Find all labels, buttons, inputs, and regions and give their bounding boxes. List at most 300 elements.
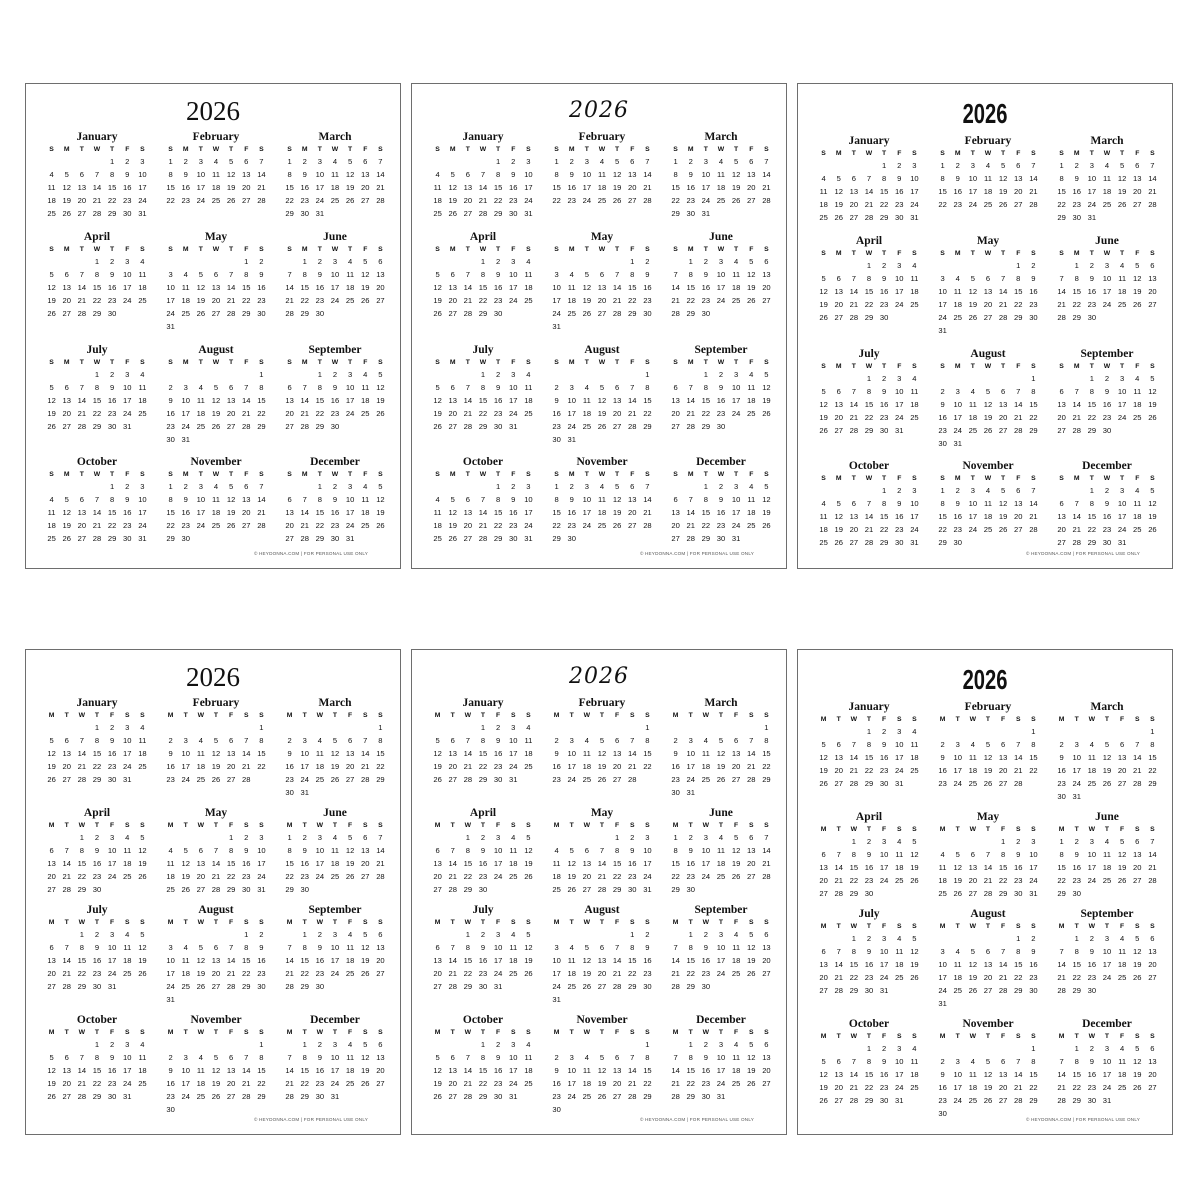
day-cell: 18 xyxy=(895,960,904,969)
day-cell: 24 xyxy=(315,872,325,881)
day-cell: 18 xyxy=(582,409,592,418)
weekday-header: S xyxy=(1031,475,1036,482)
month-name: April xyxy=(83,807,111,819)
day-cell: 18 xyxy=(701,762,711,771)
weekday-header: W xyxy=(316,712,324,719)
weekday-header: W xyxy=(78,712,86,719)
day-cell: 25 xyxy=(747,521,756,530)
weekday-header: W xyxy=(1103,150,1111,157)
day-cell: 12 xyxy=(716,749,726,758)
day-cell: 30 xyxy=(478,982,488,991)
day-cell: 22 xyxy=(686,296,695,305)
day-cell: 29 xyxy=(92,775,102,784)
weekday-header: T xyxy=(348,246,353,253)
weekday-header: F xyxy=(244,246,249,253)
day-cell: 7 xyxy=(229,270,234,279)
day-cell: 5 xyxy=(229,482,234,491)
day-cell: 23 xyxy=(493,409,503,418)
day-cell: 13 xyxy=(612,396,622,405)
day-cell: 28 xyxy=(849,779,859,788)
day-cell: 16 xyxy=(552,1079,561,1088)
weekday-header: S xyxy=(49,359,54,366)
day-cell: 11 xyxy=(1087,753,1096,762)
empty-cell xyxy=(44,1038,59,1051)
empty-cell xyxy=(163,1038,178,1051)
day-cell: 23 xyxy=(478,969,488,978)
day-cell: 29 xyxy=(849,889,859,898)
day-cell: 22 xyxy=(315,409,325,418)
day-cell: 12 xyxy=(138,943,147,952)
day-cell: 18 xyxy=(747,396,756,405)
day-cell: 26 xyxy=(226,196,236,205)
day-cell: 23 xyxy=(552,422,561,431)
day-cell: 14 xyxy=(998,287,1008,296)
day-cell: 17 xyxy=(181,762,190,771)
month-block xyxy=(430,1014,536,1103)
day-cell: 2 xyxy=(1089,261,1094,270)
day-cell: 13 xyxy=(597,283,607,292)
empty-cell xyxy=(950,372,965,385)
day-cell: 26 xyxy=(448,209,457,218)
day-cell: 26 xyxy=(716,775,726,784)
weekday-header: S xyxy=(821,250,826,257)
day-cell: 15 xyxy=(92,283,102,292)
day-cell: 25 xyxy=(1117,300,1127,309)
month-block xyxy=(549,344,655,446)
day-cell: 19 xyxy=(612,183,622,192)
day-cell: 8 xyxy=(168,170,173,179)
weekday-header: F xyxy=(1135,150,1140,157)
weekday-header: W xyxy=(969,826,977,833)
day-cell: 20 xyxy=(62,296,71,305)
day-cell: 4 xyxy=(332,157,338,166)
day-cell: 5 xyxy=(435,736,440,745)
day-cell: 11 xyxy=(1118,947,1127,956)
day-cell: 23 xyxy=(701,296,711,305)
day-cell: 24 xyxy=(107,872,117,881)
day-cell: 8 xyxy=(940,174,945,183)
weekday-header: T xyxy=(110,359,115,366)
day-cell: 26 xyxy=(998,200,1008,209)
day-cell: 5 xyxy=(49,383,54,392)
empty-cell xyxy=(980,725,995,738)
day-cell: 2 xyxy=(703,257,708,266)
day-cell: 23 xyxy=(166,775,175,784)
day-cell: 9 xyxy=(630,846,635,855)
weekday-header: S xyxy=(1150,475,1155,482)
weekday-header: T xyxy=(734,146,739,153)
day-cell: 2 xyxy=(940,387,945,396)
weekday-header: F xyxy=(1120,716,1125,723)
day-cell: 13 xyxy=(762,270,771,279)
weekday-header: F xyxy=(363,146,368,153)
day-cell: 18 xyxy=(1117,1070,1127,1079)
day-cell: 15 xyxy=(671,183,680,192)
month-name: January xyxy=(462,131,504,143)
day-cell: 12 xyxy=(612,170,622,179)
day-cell: 4 xyxy=(526,723,531,732)
day-cell: 24 xyxy=(181,775,190,784)
day-cell: 16 xyxy=(953,512,962,521)
day-cell: 25 xyxy=(361,521,370,530)
weekday-header: F xyxy=(897,475,902,482)
empty-cell xyxy=(668,480,683,493)
weekday-header: T xyxy=(1120,250,1125,257)
weekday-header: F xyxy=(125,246,130,253)
empty-cell xyxy=(846,484,861,497)
day-cell: 14 xyxy=(1133,753,1142,762)
day-cell: 6 xyxy=(630,482,635,491)
day-cell: 12 xyxy=(196,956,206,965)
weekday-header: S xyxy=(1031,923,1036,930)
day-cell: 22 xyxy=(864,413,874,422)
day-cell: 24 xyxy=(1087,200,1097,209)
empty-cell xyxy=(445,480,460,493)
weekday-header: W xyxy=(93,146,101,153)
weekday-header: M xyxy=(553,1029,560,1036)
day-cell: 12 xyxy=(433,749,442,758)
day-cell: 1 xyxy=(703,370,708,379)
weekday-header: F xyxy=(615,822,620,829)
empty-cell xyxy=(178,928,193,941)
day-cell: 20 xyxy=(671,409,680,418)
day-cell: 20 xyxy=(285,409,294,418)
empty-cell xyxy=(996,1042,1011,1055)
day-cell: 9 xyxy=(259,943,264,952)
day-cell: 9 xyxy=(1031,947,1036,956)
weekday-header: S xyxy=(49,246,54,253)
day-cell: 14 xyxy=(257,495,266,504)
empty-cell xyxy=(239,721,254,734)
day-cell: 11 xyxy=(524,383,533,392)
day-cell: 8 xyxy=(1074,947,1079,956)
day-cell: 19 xyxy=(47,1079,56,1088)
day-cell: 16 xyxy=(123,508,132,517)
day-cell: 24 xyxy=(895,413,904,422)
day-cell: 11 xyxy=(346,270,355,279)
day-cell: 9 xyxy=(554,396,559,405)
empty-cell xyxy=(193,368,208,381)
weekday-header: S xyxy=(526,246,531,253)
empty-cell xyxy=(816,372,831,385)
day-cell: 29 xyxy=(463,885,473,894)
weekday-header: T xyxy=(569,822,574,829)
weekday-header: F xyxy=(1001,923,1006,930)
day-cell: 3 xyxy=(317,833,322,842)
day-cell: 10 xyxy=(582,495,592,504)
weekday-header: W xyxy=(984,363,992,370)
day-cell: 14 xyxy=(747,749,756,758)
month-name: March xyxy=(318,697,352,709)
weekday-header: F xyxy=(1120,826,1125,833)
month-block xyxy=(44,231,150,320)
day-cell: 5 xyxy=(435,270,440,279)
weekday-header: F xyxy=(229,822,234,829)
empty-cell xyxy=(594,928,609,941)
weekday-header: M xyxy=(954,475,961,482)
day-cell: 13 xyxy=(77,508,87,517)
day-cell: 18 xyxy=(597,508,607,517)
day-cell: 27 xyxy=(376,969,385,978)
day-cell: 23 xyxy=(686,196,695,205)
day-cell: 18 xyxy=(1087,766,1097,775)
weekday-header: F xyxy=(615,712,620,719)
day-cell: 5 xyxy=(140,930,145,939)
day-cell: 23 xyxy=(330,521,340,530)
day-cell: 11 xyxy=(1103,850,1111,859)
day-cell: 9 xyxy=(110,1053,115,1062)
day-cell: 26 xyxy=(953,889,962,898)
month-grid xyxy=(282,145,388,220)
day-cell: 29 xyxy=(671,885,680,894)
month-block xyxy=(1054,348,1160,437)
day-cell: 19 xyxy=(345,183,355,192)
day-cell: 28 xyxy=(463,422,473,431)
day-cell: 1 xyxy=(673,833,678,842)
day-cell: 3 xyxy=(569,383,574,392)
day-cell: 2 xyxy=(511,482,516,491)
calendar-page xyxy=(25,83,401,569)
month-block xyxy=(163,1014,269,1116)
day-cell: 21 xyxy=(864,200,874,209)
day-cell: 13 xyxy=(747,846,756,855)
day-cell: 30 xyxy=(864,986,874,995)
empty-cell xyxy=(965,1042,980,1055)
day-cell: 1 xyxy=(168,482,173,491)
day-cell: 3 xyxy=(1120,486,1125,495)
day-cell: 24 xyxy=(953,1096,962,1105)
day-cell: 28 xyxy=(643,521,652,530)
day-cell: 28 xyxy=(448,885,457,894)
empty-cell xyxy=(59,721,74,734)
day-cell: 8 xyxy=(79,846,84,855)
weekday-header: T xyxy=(480,919,486,926)
weekday-header: S xyxy=(378,471,383,478)
weekday-header: F xyxy=(897,250,902,257)
day-cell: 7 xyxy=(79,383,84,392)
day-cell: 16 xyxy=(716,508,726,517)
day-cell: 16 xyxy=(879,287,889,296)
day-cell: 23 xyxy=(879,300,889,309)
day-cell: 3 xyxy=(882,837,887,846)
weekday-header: F xyxy=(749,471,754,478)
day-cell: 24 xyxy=(567,1092,576,1101)
day-cell: 1 xyxy=(1031,374,1036,383)
day-cell: 11 xyxy=(346,1053,355,1062)
day-cell: 1 xyxy=(317,482,322,491)
day-cell: 9 xyxy=(244,846,249,855)
day-cell: 1 xyxy=(851,837,856,846)
day-cell: 26 xyxy=(211,775,221,784)
weekday-header: T xyxy=(1001,475,1006,482)
day-cell: 17 xyxy=(181,1079,190,1088)
day-cell: 13 xyxy=(77,183,87,192)
year-title: 2026 xyxy=(186,96,240,126)
day-cell: 15 xyxy=(92,1066,102,1075)
day-cell: 28 xyxy=(686,534,695,543)
day-cell: 10 xyxy=(910,174,919,183)
day-cell: 10 xyxy=(953,1070,962,1079)
day-cell: 25 xyxy=(330,196,340,205)
day-cell: 21 xyxy=(834,973,843,982)
day-cell: 14 xyxy=(762,170,771,179)
day-cell: 7 xyxy=(688,495,693,504)
day-cell: 12 xyxy=(597,1066,607,1075)
day-cell: 29 xyxy=(1014,313,1023,322)
day-cell: 6 xyxy=(198,846,203,855)
month-name: October xyxy=(76,456,118,468)
day-cell: 17 xyxy=(953,413,962,422)
day-cell: 8 xyxy=(110,170,115,179)
day-cell: 2 xyxy=(1031,934,1036,943)
weekday-header: W xyxy=(212,359,220,366)
weekday-header: T xyxy=(615,146,620,153)
weekday-header: M xyxy=(939,1033,946,1040)
day-cell: 16 xyxy=(181,508,190,517)
weekday-header: T xyxy=(599,1029,605,1036)
weekday-header: W xyxy=(850,1033,858,1040)
day-cell: 14 xyxy=(1057,960,1066,969)
weekday-header: F xyxy=(348,822,353,829)
day-cell: 23 xyxy=(701,1079,711,1088)
day-cell: 16 xyxy=(1087,287,1097,296)
day-cell: 5 xyxy=(332,736,338,745)
day-cell: 2 xyxy=(183,482,188,491)
weekday-header: W xyxy=(702,712,710,719)
day-cell: 23 xyxy=(701,969,711,978)
weekday-header: F xyxy=(229,712,234,719)
day-cell: 11 xyxy=(1118,1057,1127,1066)
day-cell: 1 xyxy=(79,833,84,842)
month-block xyxy=(816,811,922,900)
day-cell: 1 xyxy=(378,723,383,732)
weekday-header: T xyxy=(110,246,115,253)
day-cell: 29 xyxy=(686,1092,695,1101)
day-cell: 16 xyxy=(315,956,325,965)
day-cell: 12 xyxy=(47,283,56,292)
day-cell: 27 xyxy=(582,885,592,894)
day-cell: 16 xyxy=(567,508,576,517)
day-cell: 25 xyxy=(938,889,947,898)
weekday-header: S xyxy=(140,471,145,478)
day-cell: 14 xyxy=(643,170,652,179)
day-cell: 7 xyxy=(1001,274,1006,283)
day-cell: 19 xyxy=(47,409,56,418)
weekday-header: T xyxy=(332,712,338,719)
day-cell: 14 xyxy=(376,846,385,855)
day-cell: 14 xyxy=(998,960,1008,969)
day-cell: 3 xyxy=(882,934,887,943)
day-cell: 4 xyxy=(526,1040,531,1049)
weekday-header: S xyxy=(749,919,754,926)
day-cell: 21 xyxy=(628,1079,637,1088)
month-name: July xyxy=(858,348,880,360)
day-cell: 22 xyxy=(92,409,102,418)
empty-cell xyxy=(208,721,223,734)
day-cell: 30 xyxy=(330,422,340,431)
month-grid xyxy=(1054,362,1160,437)
weekday-header: S xyxy=(749,712,754,719)
day-cell: 15 xyxy=(701,508,711,517)
day-cell: 21 xyxy=(1014,413,1023,422)
footer-note: © HEYDONNA.COM | FOR PERSONAL USE ONLY xyxy=(1025,551,1140,556)
day-cell: 16 xyxy=(895,187,904,196)
weekday-header: S xyxy=(897,826,902,833)
empty-cell xyxy=(224,368,239,381)
day-cell: 10 xyxy=(181,1066,190,1075)
empty-cell xyxy=(831,932,846,945)
day-cell: 28 xyxy=(1148,876,1157,885)
weekday-header: S xyxy=(645,146,650,153)
weekday-header: F xyxy=(348,712,353,719)
weekday-header: S xyxy=(140,822,145,829)
day-cell: 23 xyxy=(895,200,904,209)
day-cell: 21 xyxy=(1014,1083,1023,1092)
day-cell: 9 xyxy=(183,495,188,504)
day-cell: 5 xyxy=(378,370,383,379)
day-cell: 4 xyxy=(734,930,739,939)
day-cell: 1 xyxy=(1089,374,1094,383)
day-cell: 6 xyxy=(836,387,841,396)
day-cell: 26 xyxy=(834,538,843,547)
day-cell: 23 xyxy=(643,969,652,978)
weekday-header: S xyxy=(259,146,264,153)
day-cell: 6 xyxy=(851,499,856,508)
month-name: June xyxy=(1095,811,1119,823)
day-cell: 12 xyxy=(181,859,190,868)
day-cell: 15 xyxy=(643,749,652,758)
month-block xyxy=(430,807,536,896)
month-block xyxy=(282,697,388,799)
day-cell: 8 xyxy=(1001,850,1006,859)
day-cell: 20 xyxy=(433,969,442,978)
day-cell: 28 xyxy=(864,213,874,222)
day-cell: 11 xyxy=(895,850,904,859)
day-cell: 16 xyxy=(315,1066,325,1075)
day-cell: 1 xyxy=(703,482,708,491)
day-cell: 3 xyxy=(912,161,917,170)
day-cell: 18 xyxy=(196,1079,206,1088)
day-cell: 30 xyxy=(879,779,889,788)
day-cell: 6 xyxy=(64,1053,69,1062)
day-cell: 15 xyxy=(671,859,680,868)
weekday-header: T xyxy=(94,822,100,829)
day-cell: 24 xyxy=(330,1079,340,1088)
empty-cell xyxy=(549,255,564,268)
day-cell: 11 xyxy=(910,387,919,396)
empty-cell xyxy=(59,155,74,168)
day-cell: 26 xyxy=(524,872,533,881)
day-cell: 6 xyxy=(435,846,440,855)
day-cell: 30 xyxy=(107,1092,117,1101)
empty-cell xyxy=(965,835,980,848)
day-cell: 31 xyxy=(953,439,962,448)
day-cell: 8 xyxy=(630,943,635,952)
day-cell: 8 xyxy=(645,1053,650,1062)
day-cell: 27 xyxy=(834,426,843,435)
day-cell: 7 xyxy=(851,387,856,396)
weekday-header: W xyxy=(865,250,873,257)
weekday-header: S xyxy=(168,246,173,253)
day-cell: 14 xyxy=(77,396,87,405)
day-cell: 21 xyxy=(226,296,236,305)
day-cell: 7 xyxy=(1135,740,1140,749)
day-cell: 16 xyxy=(123,183,132,192)
day-cell: 21 xyxy=(762,859,771,868)
day-cell: 30 xyxy=(552,1105,561,1114)
day-cell: 24 xyxy=(509,1079,518,1088)
day-cell: 19 xyxy=(524,956,533,965)
